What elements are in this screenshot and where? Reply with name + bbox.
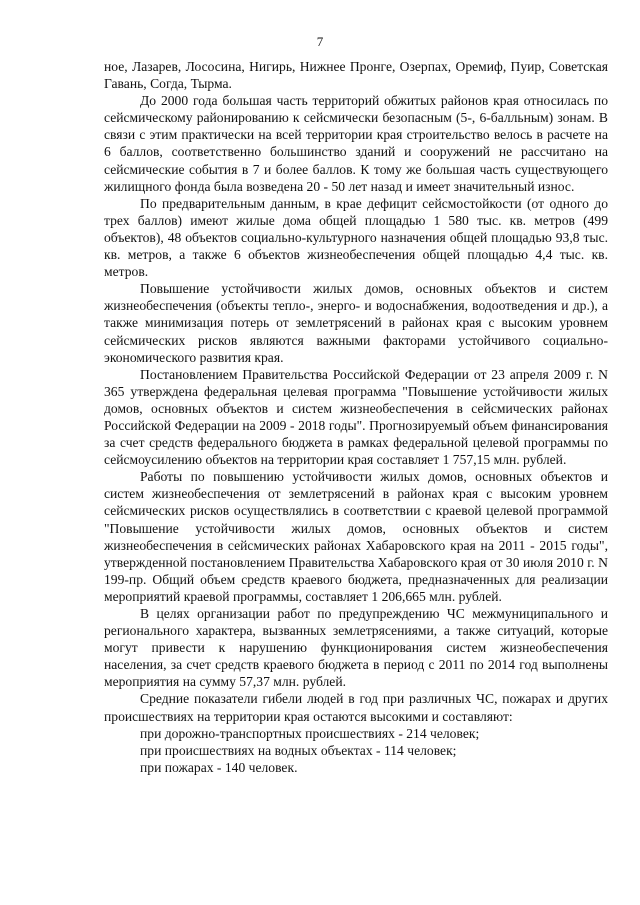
- paragraph: Повышение устойчивости жилых домов, основных объектов и систем жизнеобеспечения (объекты тепло-, энерго- и водоснабжения, водоотведения и др.), а также минимизация потерь от землетрясений в районах края с высоким уровнем сейсмических рисков являются важными факторами устойчивого социально-экономического развития края.: [104, 281, 608, 365]
- paragraph: До 2000 года большая часть территорий обжитых районов края относилась по сейсмическому районированию к сейсмически безопасным (5-, 6-балльным) зонам. В связи с этим практически на всей территории края строительство велось в расчете на 6 баллов, соответственно большинство зданий и сооружений не рассчитано на сейсмические события в 7 и более баллов. К тому же большая часть существующего жилищного фонда была возведена 20 - 50 лет назад и имеет значительный износ.: [104, 93, 608, 194]
- paragraph-continuation: ное, Лазарев, Лососина, Нигирь, Нижнее Пронге, Озерпах, Оремиф, Пуир, Советская Гавань, Согда, Тырма.: [104, 59, 608, 92]
- paragraph: Работы по повышению устойчивости жилых домов, основных объектов и систем жизнеобеспечения от землетрясений в районах края с высоким уровнем сейсмических рисков осуществлялись в соответствии с краевой целевой программой "Повышение устойчивости жилых домов, основных объектов и систем жизнеобеспечения в сейсмических районах Хабаровского края на 2011 - 2015 годы", утвержденной постановлением Правительства Хабаровского края от 30 июля 2010 г. N 199-пр. Общий объем средств краевого бюджета, предназначенных для реализации мероприятий краевой программы, составляет 1 206,665 млн. рублей.: [104, 469, 608, 604]
- document-body: [104, 58, 608, 776]
- page-number: 7: [316, 34, 324, 49]
- paragraph: В целях организации работ по предупреждению ЧС межмуниципального и регионального характера, вызванных землетрясениями, а также ситуаций, которые могут привести к нарушению функционирования систем жизнеобеспечения населения, за счет средств краевого бюджета в период с 2011 по 2014 год выполнены мероприятия на сумму 57,37 млн. рублей.: [104, 606, 608, 690]
- list-item: при происшествиях на водных объектах - 114 человек;: [140, 742, 457, 758]
- list-item: при дорожно-транспортных происшествиях - 214 человек;: [140, 725, 480, 741]
- paragraph: Постановлением Правительства Российской Федерации от 23 апреля 2009 г. N 365 утверждена федеральная целевая программа "Повышение устойчивости жилых домов, основных объектов и систем жизнеобеспечения в сейсмических районах Российской Федерации на 2009 - 2018 годы". Прогнозируемый объем финансирования за счет средств федерального бюджета в рамках федеральной целевой программы по сейсмоусилению объектов на территории края составляет 1 757,15 млн. рублей.: [104, 366, 608, 468]
- paragraph: Средние показатели гибели людей в год при различных ЧС, пожарах и других происшествиях на территории края остаются высокими и составляют:: [104, 691, 608, 724]
- list-item: при пожарах - 140 человек.: [140, 759, 298, 775]
- paragraph: По предварительным данным, в крае дефицит сейсмостойкости (от одного до трех баллов) имеют жилые дома общей площадью 1 580 тыс. кв. метров (499 объектов), 48 объектов социально-культурного назначения общей площадью 93,8 тыс. кв. метров, а также 6 объектов жизнеобеспечения общей площадью 4,4 тыс. кв. метров.: [104, 195, 608, 280]
